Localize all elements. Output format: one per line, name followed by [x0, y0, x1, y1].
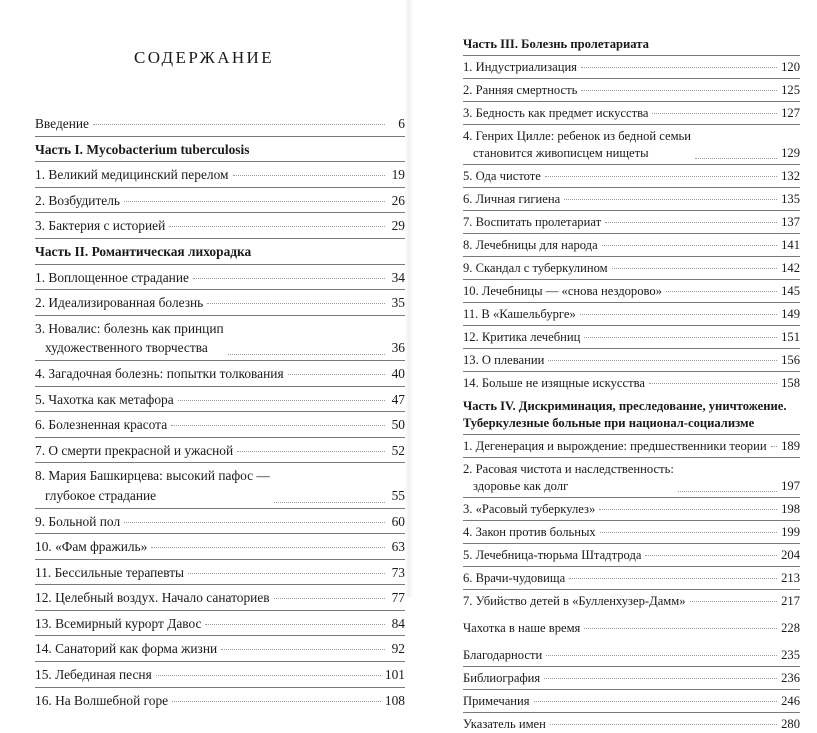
entry-title [35, 466, 270, 505]
entry-page: 246 [781, 694, 800, 708]
part-heading-4-line2: Туберкулезные больные при национал-социализме [463, 416, 755, 430]
entry-page: 34 [391, 269, 405, 285]
dot-leader [602, 245, 777, 246]
dot-leader [550, 724, 777, 725]
entry-title: 8. Лечебницы для народа [463, 238, 598, 252]
toc-entry[interactable] [35, 614, 405, 634]
toc-entry[interactable] [35, 639, 405, 659]
dot-leader [569, 578, 777, 579]
entry-page: 52 [391, 442, 405, 458]
entry-page: 158 [781, 376, 800, 390]
toc-entry[interactable] [35, 512, 405, 532]
divider [463, 457, 800, 458]
entry-page: 35 [391, 295, 405, 311]
divider [35, 584, 405, 585]
dot-leader [544, 678, 777, 679]
entry-title-line1: 8. Мария Башкирцева: высокий пафос — [35, 468, 270, 484]
dot-leader [156, 675, 381, 676]
dot-leader [584, 628, 777, 629]
dot-leader [645, 555, 777, 556]
entry-title: 1. Индустриализация [463, 60, 577, 74]
dot-leader [233, 175, 386, 176]
entry-title: 11. Бессильные терапевты [35, 564, 185, 580]
toc-entry[interactable] [35, 364, 405, 384]
entry-title: 6. Врачи-чудовища [463, 571, 566, 585]
divider [463, 279, 800, 280]
divider [35, 264, 405, 265]
divider [35, 411, 405, 412]
divider [35, 212, 405, 213]
entry-title: 2. Возбудитель [35, 192, 121, 208]
dot-leader [178, 400, 385, 401]
dot-leader [580, 314, 777, 315]
divider [463, 325, 800, 326]
toc-entry-intro[interactable] [35, 114, 405, 134]
divider [35, 661, 405, 662]
entry-page: 198 [781, 502, 800, 516]
divider [35, 610, 405, 611]
dot-leader [93, 124, 385, 125]
dot-leader [172, 701, 381, 702]
entry-title: 3. «Расовый туберкулез» [463, 502, 596, 516]
toc-entry[interactable] [35, 415, 405, 435]
entry-title: 1. Великий медицинский перелом [35, 167, 229, 183]
part-heading-4-line1: Часть IV. Дискриминация, преследование, уничтожение. [463, 399, 787, 413]
dot-leader [151, 547, 385, 548]
divider [463, 78, 800, 79]
divider [463, 434, 800, 435]
entry-page: 92 [391, 641, 405, 657]
entry-title-line1: 3. Новалис: болезнь как принцип [35, 320, 224, 336]
entry-page: 280 [781, 717, 800, 731]
divider [35, 289, 405, 290]
entry-title: Указатель имен [463, 717, 546, 731]
divider [463, 371, 800, 372]
divider [463, 302, 800, 303]
dot-leader [205, 624, 385, 625]
entry-title: 9. Скандал с туберкулином [463, 261, 608, 275]
divider [463, 256, 800, 257]
toc-entry[interactable] [35, 588, 405, 608]
toc-entry[interactable] [35, 319, 405, 358]
back-matter-entries [463, 647, 800, 733]
dot-leader [193, 278, 385, 279]
toc-entry[interactable] [35, 268, 405, 288]
entry-page: 204 [781, 548, 800, 562]
dot-leader [228, 354, 385, 355]
entry-page: 108 [384, 692, 405, 708]
dot-leader [237, 451, 385, 452]
divider [35, 559, 405, 560]
toc-entry[interactable] [463, 191, 800, 208]
entry-page: 135 [781, 192, 800, 206]
entry-page: 217 [781, 594, 800, 608]
toc-entry[interactable] [463, 260, 800, 277]
entry-title: Благодарности [463, 648, 543, 662]
toc-title: СОДЕРЖАНИЕ [133, 48, 275, 67]
entry-title: 15. Лебединая песня [35, 667, 152, 683]
entry-page: 29 [391, 218, 405, 234]
dot-leader [600, 532, 777, 533]
dot-leader [534, 701, 778, 702]
dot-leader [666, 291, 777, 292]
entry-title: 16. На Волшебной горе [35, 692, 169, 708]
dot-leader [564, 199, 777, 200]
entry-page: 235 [781, 648, 800, 662]
toc-entry[interactable] [463, 670, 800, 687]
toc-entry[interactable] [463, 329, 800, 346]
entry-title [463, 461, 674, 495]
divider [35, 386, 405, 387]
entry-title: 5. Ода чистоте [463, 169, 541, 183]
entry-title: 10. «Фам фражиль» [35, 539, 148, 555]
divider [35, 360, 405, 361]
toc-entry[interactable] [35, 563, 405, 583]
divider [35, 533, 405, 534]
dot-leader [207, 303, 385, 304]
toc-entry[interactable] [463, 716, 800, 733]
divider [35, 508, 405, 509]
part-heading-1[interactable]: Часть I. Mycobacterium tuberculosis [35, 141, 250, 157]
entry-page: 129 [781, 146, 800, 160]
divider [463, 233, 800, 234]
divider [35, 136, 405, 137]
dot-leader [690, 601, 778, 602]
entry-title [463, 128, 691, 162]
entry-title: 2. Идеализированная болезнь [35, 295, 204, 311]
part1-entries [35, 165, 405, 236]
divider [463, 712, 800, 713]
entry-page: 36 [391, 340, 405, 356]
entry-page: 50 [391, 417, 405, 433]
entry-title-line2: художественного творчества [45, 340, 208, 356]
dot-leader [546, 655, 777, 656]
divider [463, 689, 800, 690]
dot-leader [612, 268, 778, 269]
entry-page: 63 [391, 539, 405, 555]
book-gutter [405, 0, 413, 597]
part-heading-4[interactable] [463, 398, 800, 432]
toc-entry[interactable] [35, 191, 405, 211]
toc-entry[interactable] [463, 82, 800, 99]
entry-title: 9. Больной пол [35, 513, 121, 529]
divider [463, 348, 800, 349]
divider [463, 164, 800, 165]
entry-title: 6. Личная гигиена [463, 192, 561, 206]
dot-leader [649, 383, 777, 384]
divider [35, 315, 405, 316]
divider [463, 666, 800, 667]
dot-leader [124, 522, 385, 523]
dot-leader [652, 113, 777, 114]
entry-title: 1. Дегенерация и вырождение: предшественники теории [463, 439, 767, 453]
divider [35, 687, 405, 688]
toc-entry[interactable] [463, 352, 800, 369]
divider [463, 566, 800, 567]
divider [463, 543, 800, 544]
entry-title: 4. Загадочная болезнь: попытки толкования [35, 365, 284, 381]
entry-page: 199 [781, 525, 800, 539]
part2-entries [35, 268, 405, 711]
entry-page: 125 [781, 83, 800, 97]
toc-entry[interactable] [35, 216, 405, 236]
dot-leader [581, 90, 777, 91]
dot-leader [695, 158, 777, 159]
divider [35, 161, 405, 162]
entry-title: Библиография [463, 671, 541, 685]
entry-page: 60 [391, 513, 405, 529]
divider [463, 210, 800, 211]
entry-page: 47 [391, 391, 405, 407]
entry-page: 213 [781, 571, 800, 585]
toc-entry[interactable] [463, 593, 800, 610]
dot-leader [678, 491, 777, 492]
entry-title-line2: глубокое страдание [45, 487, 157, 503]
divider [463, 55, 800, 56]
toc-entry[interactable] [35, 293, 405, 313]
toc-entry[interactable] [463, 570, 800, 587]
dot-leader [171, 425, 385, 426]
toc-entry[interactable] [463, 168, 800, 185]
entry-page: 228 [781, 621, 800, 635]
divider [35, 635, 405, 636]
toc-entry[interactable] [463, 59, 800, 76]
dot-leader [545, 176, 777, 177]
part-heading-3[interactable]: Часть III. Болезнь пролетариата [463, 37, 649, 51]
entry-page: 73 [391, 564, 405, 580]
part-heading-2[interactable]: Часть II. Романтическая лихорадка [35, 243, 252, 259]
entry-title: 7. О смерти прекрасной и ужасной [35, 442, 234, 458]
toc-entry[interactable] [35, 441, 405, 461]
entry-page: 189 [781, 439, 800, 453]
toc-entry-modern[interactable] [463, 620, 800, 637]
entry-page: 77 [391, 590, 405, 606]
entry-page: 142 [781, 261, 800, 275]
entry-title: 2. Ранняя смертность [463, 83, 578, 97]
entry-title: 7. Воспитать пролетариат [463, 215, 602, 229]
toc-entry[interactable] [463, 524, 800, 541]
entry-page: 197 [781, 479, 800, 493]
dot-leader [605, 222, 777, 223]
entry-title: 12. Целебный воздух. Начало санаториев [35, 590, 270, 606]
entry-title: 1. Воплощенное страдание [35, 269, 189, 285]
entry-title: 14. Больше не изящные искусства [463, 376, 645, 390]
dot-leader [274, 598, 385, 599]
entry-page: 40 [391, 365, 405, 381]
toc-entry[interactable] [463, 128, 800, 162]
toc-entry[interactable] [35, 691, 405, 711]
right-toc-column [463, 36, 800, 733]
toc-entry[interactable] [463, 306, 800, 323]
dot-leader [548, 360, 777, 361]
entry-page: 26 [391, 192, 405, 208]
entry-title: 11. В «Кашельбурге» [463, 307, 576, 321]
entry-page: 151 [781, 330, 800, 344]
entry-page: 141 [781, 238, 800, 252]
divider [463, 187, 800, 188]
entry-title-line2: здоровье как долг [473, 479, 569, 493]
entry-page: 6 [398, 116, 405, 131]
toc-entry[interactable] [463, 647, 800, 664]
divider [35, 238, 405, 239]
toc-entry[interactable] [35, 665, 405, 685]
entry-title-line2: становится живописцем нищеты [473, 146, 649, 160]
entry-title: 12. Критика лечебниц [463, 330, 581, 344]
toc-entry[interactable] [463, 105, 800, 122]
entry-page: 149 [781, 307, 800, 321]
divider [463, 497, 800, 498]
entry-title: 3. Бактерия с историей [35, 218, 166, 234]
toc-entry[interactable] [35, 537, 405, 557]
dot-leader [169, 226, 385, 227]
toc-entry[interactable] [463, 438, 800, 455]
dot-leader [188, 573, 385, 574]
entry-title: 5. Лечебница-тюрьма Штадтрода [463, 548, 642, 562]
dot-leader [221, 649, 385, 650]
entry-page: 84 [391, 615, 405, 631]
entry-page: 101 [384, 667, 405, 683]
toc-entry[interactable] [463, 283, 800, 300]
entry-title: 10. Лечебницы — «снова нездорово» [463, 284, 662, 298]
entry-page: 120 [781, 60, 800, 74]
entry-title: 5. Чахотка как метафора [35, 391, 174, 407]
toc-entry[interactable] [463, 375, 800, 392]
entry-title: 6. Болезненная красота [35, 417, 168, 433]
entry-page: 55 [391, 487, 405, 503]
entry-page: 145 [781, 284, 800, 298]
toc-entry[interactable] [463, 214, 800, 231]
dot-leader [124, 201, 385, 202]
toc-entry[interactable] [35, 165, 405, 185]
entry-title-line1: 4. Генрих Цилле: ребенок из бедной семьи [463, 129, 692, 143]
entry-page: 132 [781, 169, 800, 183]
divider [463, 589, 800, 590]
entry-title: 14. Санаторий как форма жизни [35, 641, 218, 657]
entry-title: 3. Бедность как предмет искусства [463, 106, 649, 120]
part4-entries [463, 438, 800, 610]
divider [35, 437, 405, 438]
entry-title: 4. Закон против больных [463, 525, 596, 539]
dot-leader [599, 509, 777, 510]
divider [463, 101, 800, 102]
divider [463, 520, 800, 521]
entry-page: 137 [781, 215, 800, 229]
toc-entry[interactable] [463, 501, 800, 518]
entry-title: 7. Убийство детей в «Булленхузер-Дамм» [463, 594, 686, 608]
entry-page: 127 [781, 106, 800, 120]
entry-title-line1: 2. Расовая чистота и наследственность: [463, 462, 674, 476]
entry-title: 13. Всемирный курорт Давос [35, 615, 202, 631]
dot-leader [771, 446, 778, 447]
divider [35, 187, 405, 188]
toc-entry[interactable] [463, 547, 800, 564]
left-toc-column [35, 114, 405, 710]
dot-leader [288, 374, 385, 375]
entry-page: 19 [391, 167, 405, 183]
entry-title [35, 319, 224, 358]
toc-entry[interactable] [35, 466, 405, 505]
entry-title: 13. О плевании [463, 353, 545, 367]
divider [35, 462, 405, 463]
entry-title: Введение [35, 116, 89, 131]
toc-entry[interactable] [463, 693, 800, 710]
entry-page: 236 [781, 671, 800, 685]
toc-entry[interactable] [463, 461, 800, 495]
toc-entry[interactable] [463, 237, 800, 254]
entry-page: 156 [781, 353, 800, 367]
entry-title: Примечания [463, 694, 530, 708]
dot-leader [274, 502, 385, 503]
dot-leader [581, 67, 777, 68]
dot-leader [584, 337, 777, 338]
part3-entries [463, 59, 800, 392]
toc-entry[interactable] [35, 390, 405, 410]
divider [463, 124, 800, 125]
entry-title: Чахотка в наше время [463, 621, 581, 635]
